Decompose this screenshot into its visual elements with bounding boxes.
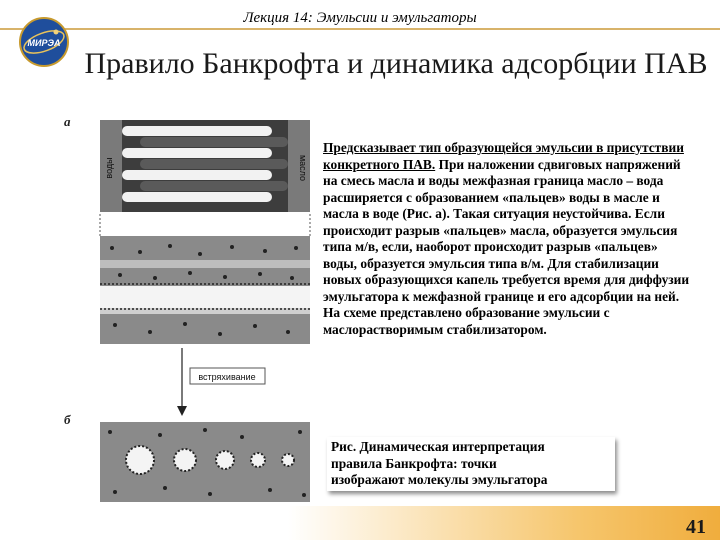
mirea-logo [18, 16, 70, 68]
footer-bar [0, 506, 720, 540]
lecture-header: Лекция 14: Эмульсии и эмульгаторы [243, 10, 477, 26]
panel-a-layers [100, 236, 310, 344]
caption-line-1: Рис. Динамическая интерпретация [331, 439, 545, 454]
body-paragraph [323, 140, 695, 305]
body-intro: Предсказывает тип образующейся эмульсии в присутствии конкретного ПАВ. [323, 140, 684, 172]
header-divider [0, 28, 720, 30]
panel-b-droplets [100, 422, 310, 502]
caption-line-2: правила Банкрофта: точки [331, 455, 497, 471]
figure-caption [327, 437, 615, 491]
body-note: На схеме представлено образование эмульсии с маслорастворимым стабилизатором. [323, 305, 610, 337]
logo-text: МИРЭА [27, 38, 61, 48]
page-number: 41 [686, 516, 706, 538]
oil-label: масло [298, 154, 308, 182]
water-label: воды [104, 157, 114, 179]
body-text [323, 140, 695, 338]
shaking-label: встряхивание [198, 372, 256, 382]
caption-line-3: изображают молекулы эмульгатора [331, 472, 548, 487]
panel-a-fingers [100, 120, 310, 212]
slide-title: Правило Банкрофта и динамика адсорбции ПАВ [84, 47, 708, 80]
bancroft-figure [60, 110, 315, 505]
figure-label-a: а [64, 114, 71, 129]
figure-label-b: б [64, 412, 71, 427]
body-main: При наложении сдвиговых напряжений на смесь масла и воды межфазная граница масло – вода расширяется с образованием «пальцев» воды в масле и масла в воде (Рис. а). Такая ситуация неустойчива. Если происходит разрыв «пальцев» масла, образуется эмульсия типа м/в, если, наоборот происходит разрыв «пальцев» воды, образуется эмульсия типа в/м. Для стабилизации новых образующихся капель требуется время для диффузии эмульгатора к межфазной границе и его адсорбции на ней. [323, 156, 690, 304]
